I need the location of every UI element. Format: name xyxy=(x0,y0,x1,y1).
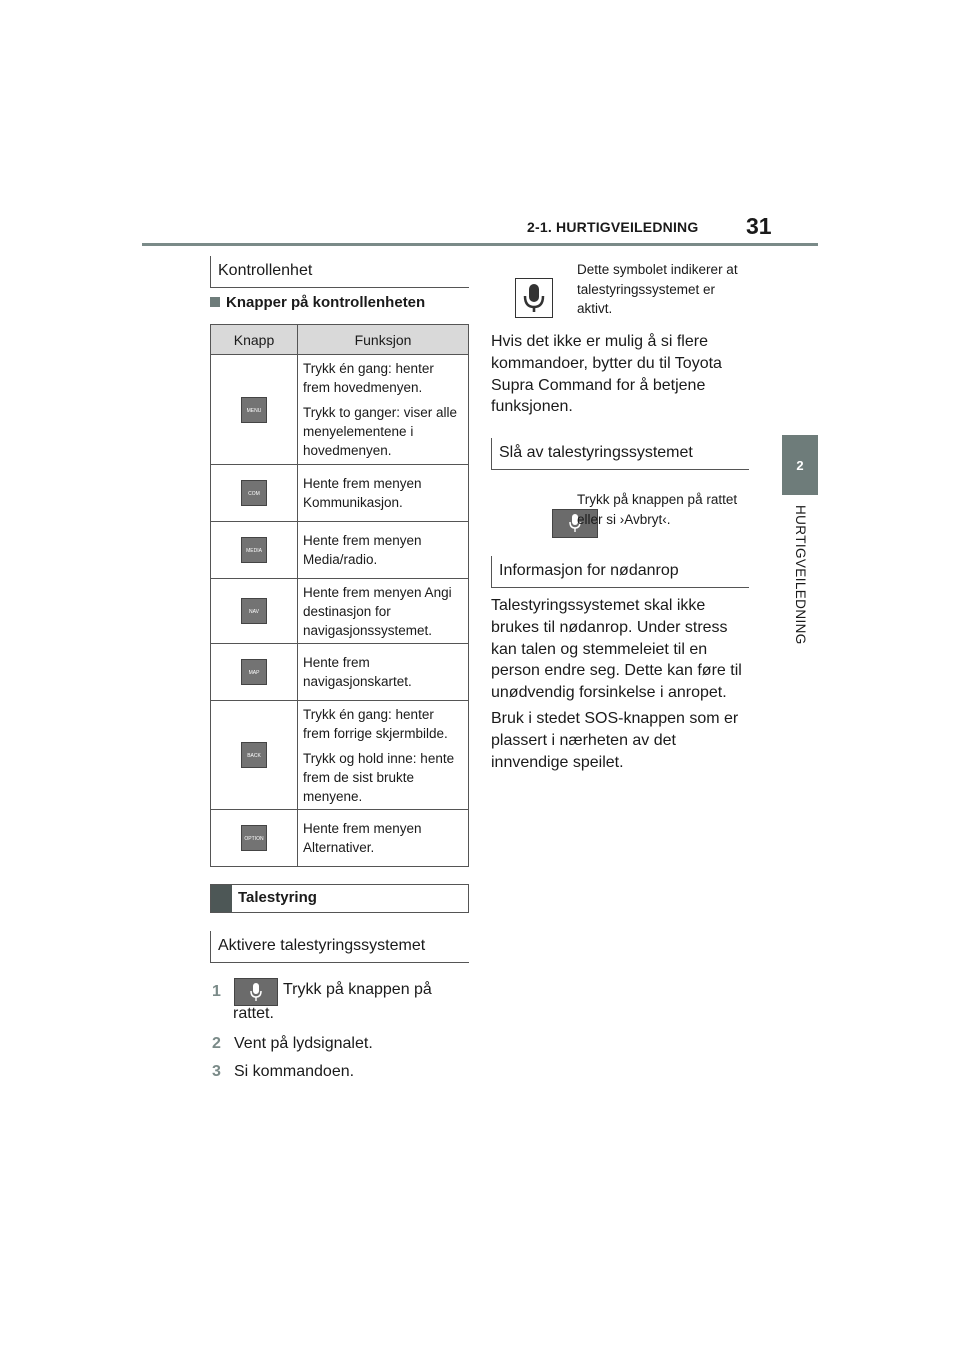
section-talestyring xyxy=(210,884,469,913)
table-row xyxy=(211,810,469,867)
chapter-tab-text: HURTIGVEILEDNING xyxy=(793,505,808,645)
step-text: Vent på lydsignalet. xyxy=(234,1035,373,1052)
step-number: 3 xyxy=(212,1063,221,1080)
paragraph-sos: Bruk i stedet SOS-knappen som er plassert i nærheten av det innvendige speilet. xyxy=(491,710,739,771)
function-text: Hente frem navigasjonskartet. xyxy=(303,655,412,689)
section-title: Kontrollenhet xyxy=(218,262,313,279)
paragraph-emergency: Talestyringssystemet skal ikke brukes til nødanrop. Under stress kan talen og stemmeleiet til en person endre seg. Dette kan føre til unødvendig forsinkelse i anropet. xyxy=(491,597,742,702)
table-row xyxy=(211,701,469,810)
table-row xyxy=(211,644,469,701)
section-title: Informasjon for nødanrop xyxy=(499,562,679,579)
table-row xyxy=(211,355,469,465)
section-title: Aktivere talestyringssystemet xyxy=(218,937,426,954)
section-marker xyxy=(211,885,232,912)
function-text: Hente frem menyen Alternativer. xyxy=(303,821,422,855)
section-aktivere xyxy=(210,931,469,963)
button-function-table xyxy=(210,324,469,867)
step-number: 1 xyxy=(212,983,221,1001)
page-number: 31 xyxy=(746,213,772,239)
function-text: Hente frem menyen Kommunikasjon. xyxy=(303,476,422,510)
menu-key-icon: MENU xyxy=(241,397,267,423)
nav-key-icon: NAV xyxy=(241,598,267,624)
symbol-note: Dette symbolet indikerer at talestyringssystemet er aktivt. xyxy=(577,262,738,316)
option-key-icon: OPTION xyxy=(241,825,267,851)
subheading-text: Knapper på kontrollenheten xyxy=(226,294,426,311)
col-header-button: Knapp xyxy=(211,325,298,355)
function-text: Hente frem menyen Angi destinasjon for navigasjonssystemet. xyxy=(303,584,452,638)
media-key-icon: MEDIA xyxy=(241,537,267,563)
step-number: 2 xyxy=(212,1035,221,1052)
function-text: Trykk og hold inne: hente frem de sist brukte menyene. xyxy=(303,750,455,804)
function-text: Trykk én gang: henter frem hovedmenyen. xyxy=(303,361,434,395)
table-row xyxy=(211,579,469,644)
paragraph-switch: Hvis det ikke er mulig å si flere kommandoer, bytter du til Toyota Supra Command for å betjene funksjonen. xyxy=(491,333,722,416)
section-nodanrop xyxy=(491,556,749,588)
function-text: Hente frem menyen Media/radio. xyxy=(303,533,422,567)
subheading-knapper xyxy=(210,294,425,311)
com-key-icon: COM xyxy=(241,480,267,506)
table-header-row xyxy=(211,325,469,355)
map-key-icon: MAP xyxy=(241,659,267,685)
table-row xyxy=(211,522,469,579)
table-row xyxy=(211,465,469,522)
section-title: Slå av talestyringssystemet xyxy=(499,444,693,461)
function-text: Trykk to ganger: viser alle menyelementene i hovedmenyen. xyxy=(303,405,458,458)
header-rule xyxy=(142,243,818,246)
chapter-tab: 2 xyxy=(782,435,818,495)
section-kontrollenhet xyxy=(210,256,469,288)
section-sla-av xyxy=(491,438,749,470)
col-header-function: Funksjon xyxy=(298,325,469,355)
section-title: Talestyring xyxy=(238,889,317,906)
function-text: Trykk én gang: henter frem forrige skjermbilde. xyxy=(303,706,448,741)
back-key-icon: BACK xyxy=(241,742,267,768)
sla-av-note: Trykk på knappen på rattet eller si ›Avbryt‹. xyxy=(577,492,738,527)
step-text: Si kommandoen. xyxy=(234,1063,355,1080)
section-header: 2-1. HURTIGVEILEDNING xyxy=(527,219,699,235)
voice-active-icon xyxy=(515,278,553,318)
step-2 xyxy=(212,1032,468,1056)
bullet-square-icon xyxy=(210,297,220,307)
step-1-text: Trykk på knappen på rattet. xyxy=(233,981,432,1022)
chapter-tab-label xyxy=(780,505,820,665)
step-3 xyxy=(212,1060,468,1084)
